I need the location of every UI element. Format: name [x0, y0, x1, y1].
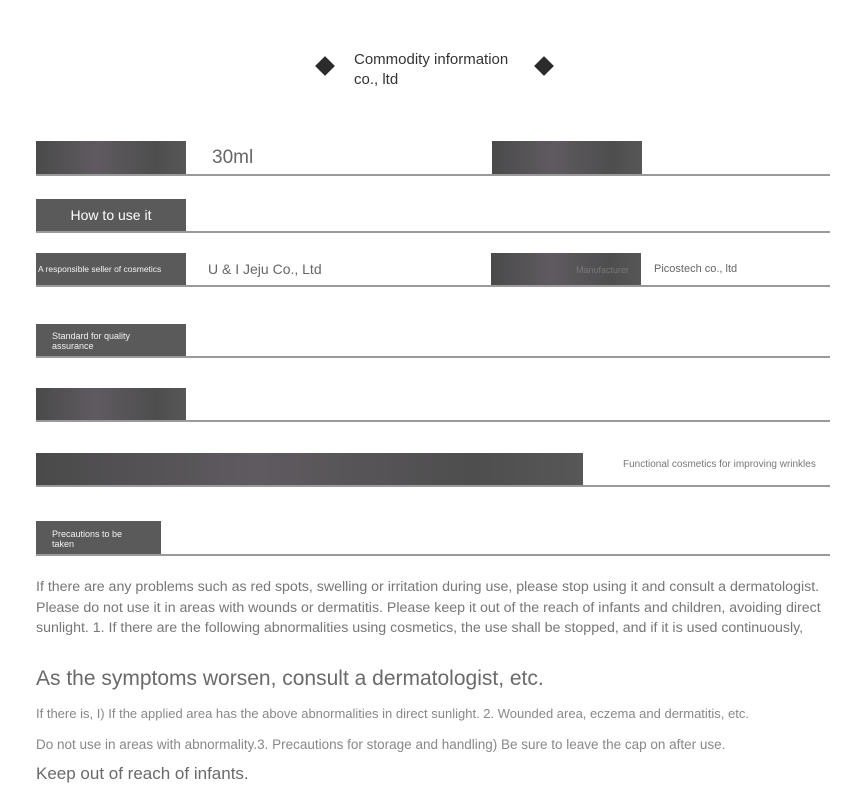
blurred-row [36, 388, 830, 422]
precautions-text-1: If there are any problems such as red spots, swelling or irritation during use, please stop using it and consult a dermatologist. Please do not use it in areas with wounds or dermatitis. Please keep it out of the reach of infants and children, avoiding direct sunlight. 1. If there are the following abnormalities using cosmetics, the use shall be stopped, and if it is used continuously, [36, 579, 821, 636]
precautions-text-3: If there is, I) If the applied area has the above abnormalities in direct sunlight. 2. Wounded area, eczema and dermatitis, etc. [36, 706, 749, 721]
manufacturer-value: Picostech co., ltd [654, 263, 738, 275]
functional-row [36, 453, 830, 487]
diamond-left-icon [315, 56, 335, 76]
capacity-value: 30ml [212, 147, 254, 168]
page-title: Commodity information co., ltd [354, 51, 509, 88]
manufacturer-label: Manufacturer [491, 253, 641, 285]
quality-label: Standard for quality assurance [36, 324, 186, 356]
functional-value: Functional cosmetics for improving wrinkles [623, 459, 816, 470]
functional-label [36, 453, 583, 485]
precautions-label: Precautions to be taken [36, 521, 161, 554]
precautions-text-4: Do not use in areas with abnormality.3. Precautions for storage and handling) Be sure to leave the cap on after use. [36, 737, 726, 752]
precautions-text-5: Keep out of reach of infants. [36, 764, 249, 783]
page-header [310, 50, 560, 94]
capacity-row [36, 141, 830, 176]
usage-row [36, 199, 830, 233]
precautions-text-2: As the symptoms worsen, consult a dermatologist, etc. [36, 667, 544, 690]
capacity-label [36, 141, 186, 174]
usage-label: How to use it [36, 199, 186, 231]
seller-value: U & I Jeju Co., Ltd [208, 261, 322, 277]
precautions-row [36, 521, 830, 556]
quality-row [36, 324, 830, 358]
diamond-right-icon [534, 56, 554, 76]
blurred-label [36, 388, 186, 420]
seller-label: A responsible seller of cosmetics [36, 253, 186, 285]
weight-label [492, 141, 642, 174]
seller-row [36, 253, 830, 287]
